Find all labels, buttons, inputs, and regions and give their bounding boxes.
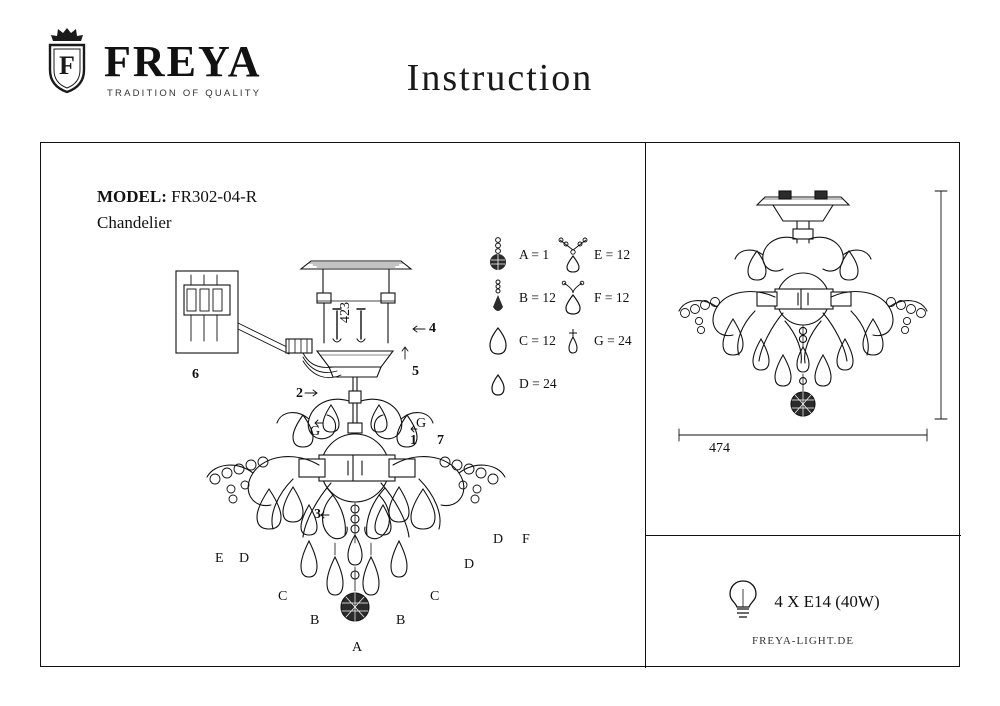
part-label-g-right: G xyxy=(416,416,427,431)
part-label-e-left: E xyxy=(215,551,224,566)
brand-name: FREYA xyxy=(104,37,262,86)
website-label: FREYA-LIGHT.DE xyxy=(751,635,855,647)
model-line xyxy=(97,187,257,207)
legend-label-g: G = 24 xyxy=(594,332,632,348)
part-label-g-left: G xyxy=(310,424,321,439)
part-label-c-left: C xyxy=(278,589,288,604)
crystal-hook-drop-icon xyxy=(556,280,590,316)
crystal-drop-long-icon xyxy=(481,279,515,317)
crystal-chain-branch-icon xyxy=(556,236,590,274)
bulb-spec-row xyxy=(645,577,961,626)
model-label: MODEL: xyxy=(97,187,167,206)
part-label-d-left: D xyxy=(239,551,250,566)
dimension-height-label: 423 xyxy=(338,302,353,323)
crystal-ball-pendant-icon xyxy=(481,236,515,274)
dimension-width-label: 474 xyxy=(709,441,730,456)
light-bulb-icon xyxy=(726,577,760,626)
part-label-c-right: C xyxy=(430,589,440,604)
model-info xyxy=(97,187,257,233)
part-label-d-right: D xyxy=(464,557,475,572)
legend-label-c: C = 12 xyxy=(519,332,556,348)
crystal-pin-icon xyxy=(556,325,590,357)
svg-text:F: F xyxy=(59,51,75,80)
part-label-d-right2: D xyxy=(493,532,504,547)
brand-tagline: TRADITION OF QUALITY xyxy=(107,88,262,99)
model-value: FR302-04-R xyxy=(171,187,258,206)
assembled-product-diagram xyxy=(645,143,961,535)
page-title: Instruction xyxy=(406,57,594,99)
legend-label-a: A = 1 xyxy=(519,246,550,262)
callout-7: 7 xyxy=(437,433,444,448)
callout-4: 4 xyxy=(429,321,436,336)
legend-item-d xyxy=(481,362,641,405)
part-label-f-right: F xyxy=(522,532,530,547)
callout-5: 5 xyxy=(412,364,419,379)
bulb-spec-text: 4 X E14 (40W) xyxy=(774,591,880,611)
legend-label-f: F = 12 xyxy=(594,289,630,305)
product-type: Chandelier xyxy=(97,213,172,232)
legend-label-e: E = 12 xyxy=(594,246,631,262)
legend-label-d: D = 24 xyxy=(519,375,557,391)
crystal-teardrop-icon xyxy=(481,324,515,358)
content-frame xyxy=(40,142,960,667)
callout-2: 2 xyxy=(296,386,303,401)
bulb-spec-block xyxy=(645,535,961,668)
crystal-droplet-small-icon xyxy=(481,369,515,399)
part-label-b-right: B xyxy=(396,613,406,628)
part-label-b-left: B xyxy=(310,613,320,628)
callout-6: 6 xyxy=(192,367,199,382)
page-header xyxy=(0,0,1000,140)
callout-3: 3 xyxy=(314,507,321,522)
legend-label-b: B = 12 xyxy=(519,289,556,305)
callout-1: 1 xyxy=(410,433,417,448)
part-label-a-center: A xyxy=(352,640,363,655)
